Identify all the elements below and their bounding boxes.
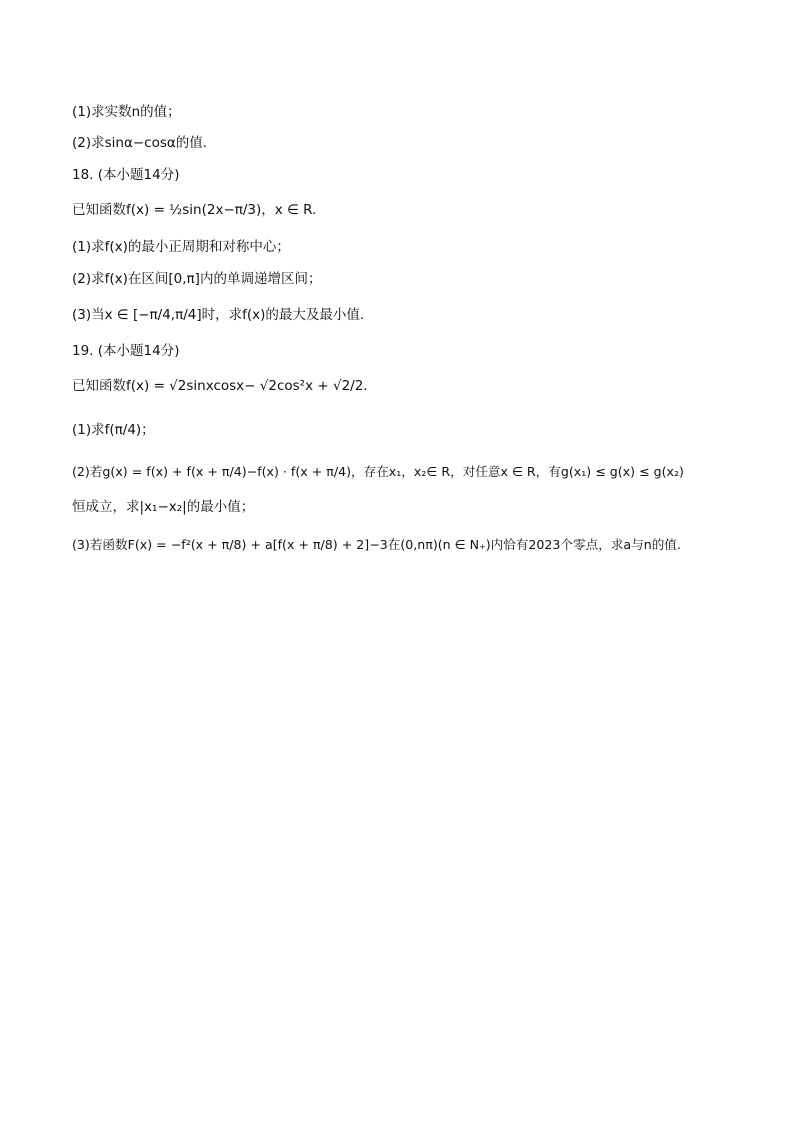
q17-part1: (1)求实数n的值；	[72, 104, 181, 120]
q19-part1: (1)求f(π/4)；	[72, 422, 155, 438]
q18-part3: (3)当x ∈ [−π/4,π/4]时，求f(x)的最大及最小值.	[72, 307, 365, 323]
q18-function: 已知函数f(x) = ½sin(2x−π/3)，x ∈ R.	[72, 202, 317, 218]
q19-part2: (2)若g(x) = f(x) + f(x + π/4)−f(x) · f(x + π/4)，存在x₁，x₂∈ R，对任意x ∈ R，有g(x₁) ≤ g(x) ≤ g(x₂)	[72, 464, 684, 479]
q18-part1: (1)求f(x)的最小正周期和对称中心；	[72, 239, 290, 255]
q17-part2: (2)求sinα−cosα的值.	[72, 135, 208, 151]
q19-function: 已知函数f(x) = √2sinxcosx− √2cos²x + √2/2.	[72, 378, 368, 394]
q19-part2-continued: 恒成立，求|x₁−x₂|的最小值；	[72, 499, 255, 515]
q19-heading: 19. (本小题14分)	[72, 343, 180, 359]
q18-heading: 18. (本小题14分)	[72, 167, 180, 183]
q19-part3: (3)若函数F(x) = −f²(x + π/8) + a[f(x + π/8) + 2]−3在(0,nπ)(n ∈ N₊)内恰有2023个零点，求a与n的值.	[72, 537, 681, 552]
q18-part2: (2)求f(x)在区间[0,π]内的单调递增区间；	[72, 271, 322, 287]
